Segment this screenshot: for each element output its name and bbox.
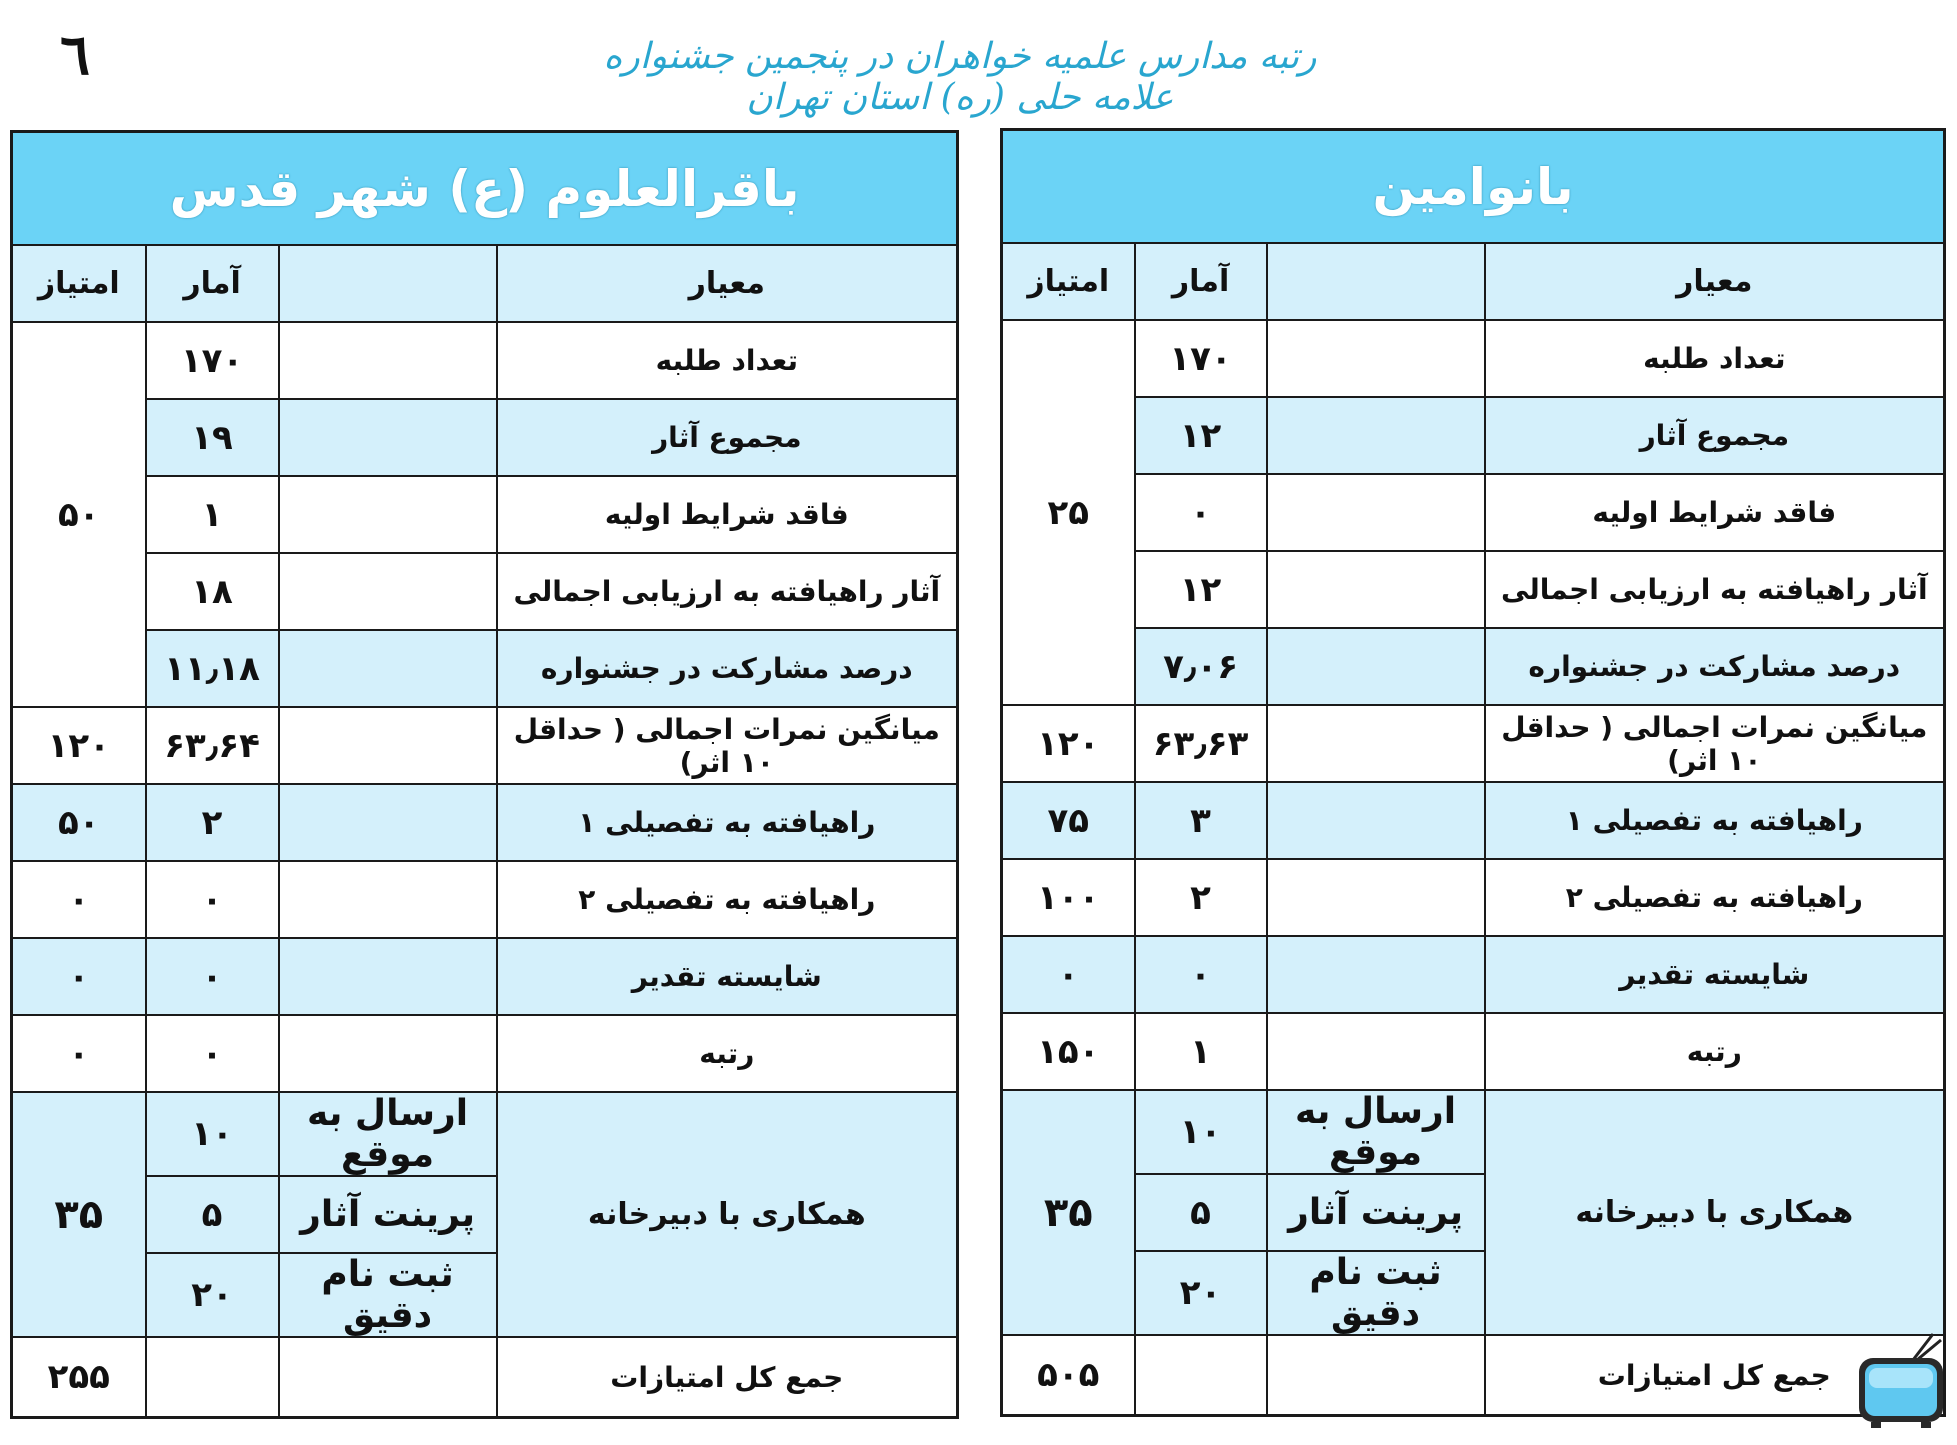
table-row [1002,320,1945,397]
criteria-cell: شایسته تقدیر [497,938,958,1015]
school-title: بانوامین [1002,130,1945,244]
column-header-stats: آمار [1135,243,1267,320]
stat-cell: ۷٫۰۶ [1135,628,1267,705]
blank-cell [1267,859,1485,936]
stat-cell: ۲۰ [1135,1251,1267,1335]
blank-cell [279,861,497,938]
stat-cell: ۱۲ [1135,397,1267,474]
table-row [12,322,958,399]
cooperation-sub-label: ارسال به موقع [1267,1090,1485,1174]
criteria-cell: میانگین نمرات اجمالی ( حداقل ۱۰ اثر) [1485,705,1945,782]
score-cell: ۰ [12,1015,146,1092]
blank-cell [146,1337,279,1418]
blank-cell [1267,1335,1485,1416]
cooperation-criteria: همکاری با دبیرخانه [497,1092,958,1337]
group-score-cell: ۵۰ [12,322,146,707]
school-table-bagheroloum [10,130,959,1419]
table-row [1002,628,1945,705]
stat-cell: ۱۷۰ [146,322,279,399]
school-table-banoamin [1000,128,1946,1417]
column-header-score: امتیاز [12,245,146,322]
stat-cell: ۱ [146,476,279,553]
blank-cell [279,322,497,399]
score-cell: ۵۰ [12,784,146,861]
total-row [1002,1335,1945,1416]
blank-cell [279,476,497,553]
stat-cell: ۰ [146,1015,279,1092]
score-cell: ۰ [1002,936,1135,1013]
blank-cell [279,707,497,784]
criteria-cell: آثار راهیافته به ارزیابی اجمالی [497,553,958,630]
blank-cell [1267,1013,1485,1090]
table-row [12,707,958,784]
blank-cell [1267,551,1485,628]
column-header-stats: آمار [146,245,279,322]
stat-cell: ۰ [146,938,279,1015]
criteria-cell: آثار راهیافته به ارزیابی اجمالی [1485,551,1945,628]
table-row [1002,859,1945,936]
column-header-criteria: معیار [1485,243,1945,320]
score-cell: ۷۵ [1002,782,1135,859]
table-row [1002,551,1945,628]
score-cell: ۰ [12,861,146,938]
stat-cell: ۰ [1135,936,1267,1013]
stat-cell: ۱۰ [1135,1090,1267,1174]
blank-cell [279,399,497,476]
criteria-cell: فاقد شرایط اولیه [1485,474,1945,551]
cooperation-criteria: همکاری با دبیرخانه [1485,1090,1945,1335]
score-cell: ۰ [12,938,146,1015]
stat-cell: ۲۰ [146,1253,279,1337]
criteria-cell: فاقد شرایط اولیه [497,476,958,553]
stat-cell: ۵ [146,1176,279,1253]
criteria-cell: تعداد طلبه [497,322,958,399]
stat-cell: ۰ [1135,474,1267,551]
stat-cell: ۶۳٫۶۴ [146,707,279,784]
table-row [12,1092,958,1176]
stat-cell: ۲ [146,784,279,861]
stat-cell: ۱۹ [146,399,279,476]
stat-cell: ۵ [1135,1174,1267,1251]
stat-cell: ۱۸ [146,553,279,630]
criteria-cell: راهیافته به تفصیلی ۱ [1485,782,1945,859]
table-row [1002,705,1945,782]
stat-cell: ۱۲ [1135,551,1267,628]
table-row [1002,474,1945,551]
criteria-cell: میانگین نمرات اجمالی ( حداقل ۱۰ اثر) [497,707,958,784]
column-header-blank [1267,243,1485,320]
stat-cell: ۱ [1135,1013,1267,1090]
table-row [12,630,958,707]
table-row [1002,1013,1945,1090]
blank-cell [1267,320,1485,397]
total-row [12,1337,958,1418]
table-row [12,861,958,938]
criteria-cell: درصد مشارکت در جشنواره [497,630,958,707]
criteria-cell: مجموع آثار [1485,397,1945,474]
column-header-blank [279,245,497,322]
page-header: رتبه مدارس علمیه خواهران در پنجمین جشنواره علامه حلی (ره) استان تهران [603,36,1317,118]
criteria-cell: راهیافته به تفصیلی ۲ [1485,859,1945,936]
stat-cell: ۳ [1135,782,1267,859]
criteria-cell: تعداد طلبه [1485,320,1945,397]
criteria-cell: رتبه [1485,1013,1945,1090]
stat-cell: ۱۱٫۱۸ [146,630,279,707]
blank-cell [1267,705,1485,782]
tv-icon [1855,1330,1947,1430]
blank-cell [279,1337,497,1418]
blank-cell [279,938,497,1015]
criteria-cell: رتبه [497,1015,958,1092]
cooperation-sub-label: ارسال به موقع [279,1092,497,1176]
total-score: ۵۰۵ [1002,1335,1135,1416]
school-title: باقرالعلوم (ع) شهر قدس [12,132,958,246]
stat-cell: ۲ [1135,859,1267,936]
blank-cell [1135,1335,1267,1416]
blank-cell [279,784,497,861]
column-header-criteria: معیار [497,245,958,322]
cooperation-score: ۳۵ [12,1092,146,1337]
stat-cell: ۰ [146,861,279,938]
table-row [12,399,958,476]
table-row [1002,1090,1945,1174]
column-header-score: امتیاز [1002,243,1135,320]
score-cell: ۱۲۰ [12,707,146,784]
table-row [1002,936,1945,1013]
blank-cell [279,630,497,707]
cooperation-sub-label: ثبت نام دقیق [279,1253,497,1337]
blank-cell [279,1015,497,1092]
criteria-cell: مجموع آثار [497,399,958,476]
blank-cell [1267,474,1485,551]
criteria-cell: راهیافته به تفصیلی ۱ [497,784,958,861]
score-cell: ۱۰۰ [1002,859,1135,936]
blank-cell [1267,936,1485,1013]
stat-cell: ۱۷۰ [1135,320,1267,397]
blank-cell [279,553,497,630]
stat-cell: ۱۰ [146,1092,279,1176]
table-row [12,1015,958,1092]
score-cell: ۱۲۰ [1002,705,1135,782]
table-row [1002,397,1945,474]
total-label: جمع کل امتیازات [1485,1335,1945,1416]
cooperation-score: ۳۵ [1002,1090,1135,1335]
blank-cell [1267,782,1485,859]
criteria-cell: درصد مشارکت در جشنواره [1485,628,1945,705]
criteria-cell: راهیافته به تفصیلی ۲ [497,861,958,938]
stat-cell: ۶۳٫۶۳ [1135,705,1267,782]
table-row [12,938,958,1015]
cooperation-sub-label: پرینت آثار [1267,1174,1485,1251]
score-cell: ۱۵۰ [1002,1013,1135,1090]
blank-cell [1267,628,1485,705]
total-label: جمع کل امتیازات [497,1337,958,1418]
group-score-cell: ۲۵ [1002,320,1135,705]
criteria-cell: شایسته تقدیر [1485,936,1945,1013]
table-row [1002,782,1945,859]
cooperation-sub-label: پرینت آثار [279,1176,497,1253]
table-row [12,784,958,861]
table-row [12,553,958,630]
blank-cell [1267,397,1485,474]
cooperation-sub-label: ثبت نام دقیق [1267,1251,1485,1335]
total-score: ۲۵۵ [12,1337,146,1418]
table-row [12,476,958,553]
page-number: ٦ [60,22,91,88]
